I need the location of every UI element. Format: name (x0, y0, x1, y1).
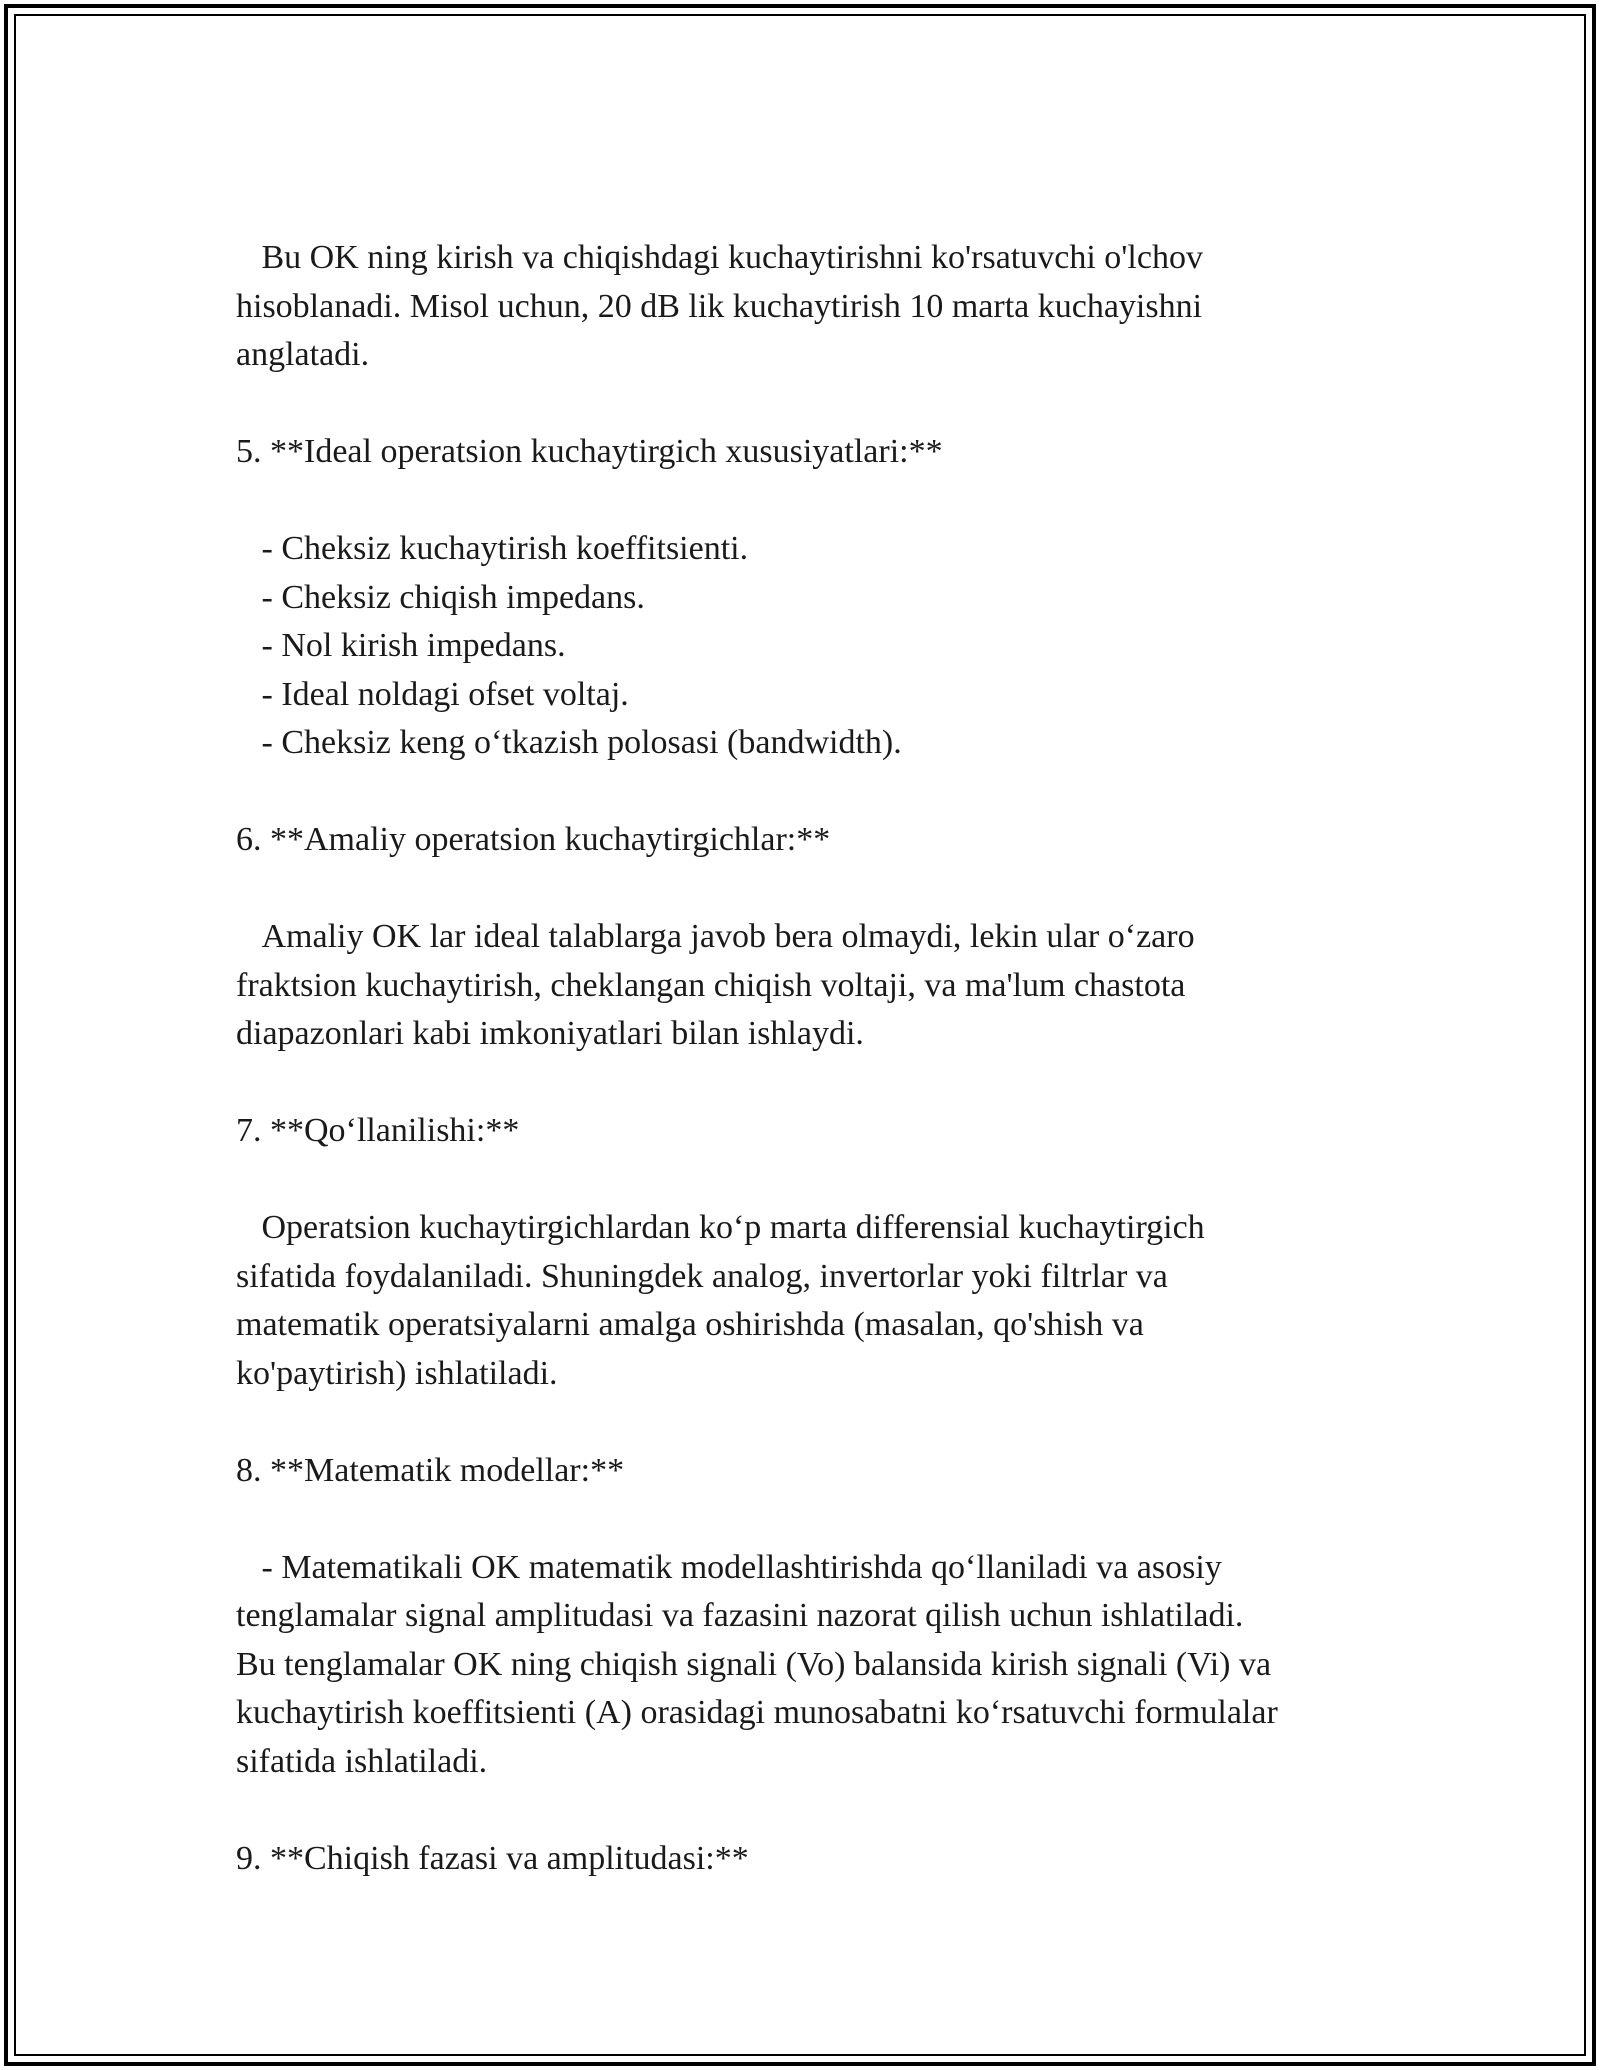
list-item: - Ideal noldagi ofset voltaj. (236, 675, 629, 713)
heading-ideal-properties: 5. **Ideal operatsion kuchaytirgich xususiyatlari:** (236, 433, 943, 470)
list-item: - Cheksiz kuchaytirish koeffitsienti. (236, 530, 749, 567)
blank-line (236, 380, 1386, 429)
text-line: sifatida ishlatiladi. (236, 1742, 488, 1780)
heading-math-models: 8. **Matematik modellar:** (236, 1451, 625, 1489)
text-line: anglatadi. (236, 336, 370, 373)
list-item: - Cheksiz chiqish impedans. (236, 578, 645, 616)
paragraph-gain-measure (236, 234, 1386, 380)
paragraph-applications (236, 1204, 1386, 1398)
text-line: - Matematikali OK matematik modellashtirishda qo‘llaniladi va asosiy (236, 1548, 1222, 1586)
blank-line (236, 1786, 1386, 1835)
text-line: tenglamalar signal amplitudasi va fazasini nazorat qilish uchun ishlatiladi. (236, 1597, 1244, 1634)
text-line: Amaliy OK lar ideal talablarga javob bera olmaydi, lekin ular o‘zaro (236, 918, 1195, 955)
text-line: diapazonlari kabi imkoniyatlari bilan ishlaydi. (236, 1015, 864, 1052)
text-line: fraktsion kuchaytirish, cheklangan chiqish voltaji, va ma'lum chastota (236, 966, 1186, 1004)
blank-line (236, 1059, 1386, 1108)
text-line: matematik operatsiyalarni amalga oshirishda (masalan, qo'shish va (236, 1306, 1144, 1343)
text-line: ko'paytirish) ishlatiladi. (236, 1354, 558, 1392)
blank-line (236, 1495, 1386, 1544)
blank-line (236, 865, 1386, 914)
paragraph-practical-opamps (236, 913, 1386, 1059)
blank-line (236, 477, 1386, 526)
document-body (236, 234, 1386, 1883)
heading-output-phase-amplitude: 9. **Chiqish fazasi va amplitudasi:** (236, 1839, 749, 1877)
paragraph-math-models (236, 1544, 1386, 1787)
list-item: - Cheksiz keng o‘tkazish polosasi (bandwidth). (236, 724, 902, 761)
text-line: Bu tenglamalar OK ning chiqish signali (Vo) balansida kirish signali (Vi) va (236, 1645, 1272, 1683)
heading-practical-opamps: 6. **Amaliy operatsion kuchaytirgichlar:** (236, 821, 831, 858)
text-line: Operatsion kuchaytirgichlardan ko‘p marta differensial kuchaytirgich (236, 1209, 1205, 1246)
heading-applications: 7. **Qo‘llanilishi:** (236, 1112, 520, 1149)
list-item: - Nol kirish impedans. (236, 627, 566, 664)
text-line: hisoblanadi. Misol uchun, 20 dB lik kuchaytirish 10 marta kuchayishni (236, 287, 1203, 325)
blank-line (236, 1156, 1386, 1205)
text-line: Bu OK ning kirish va chiqishdagi kuchaytirishni ko'rsatuvchi o'lchov (236, 239, 1203, 276)
blank-line (236, 1398, 1386, 1447)
text-line: sifatida foydalaniladi. Shuningdek analog, invertorlar yoki filtrlar va (236, 1257, 1168, 1295)
ideal-properties-list (236, 525, 1386, 768)
blank-line (236, 768, 1386, 817)
text-line: kuchaytirish koeffitsienti (A) orasidagi munosabatni ko‘rsatuvchi formulalar (236, 1694, 1278, 1731)
